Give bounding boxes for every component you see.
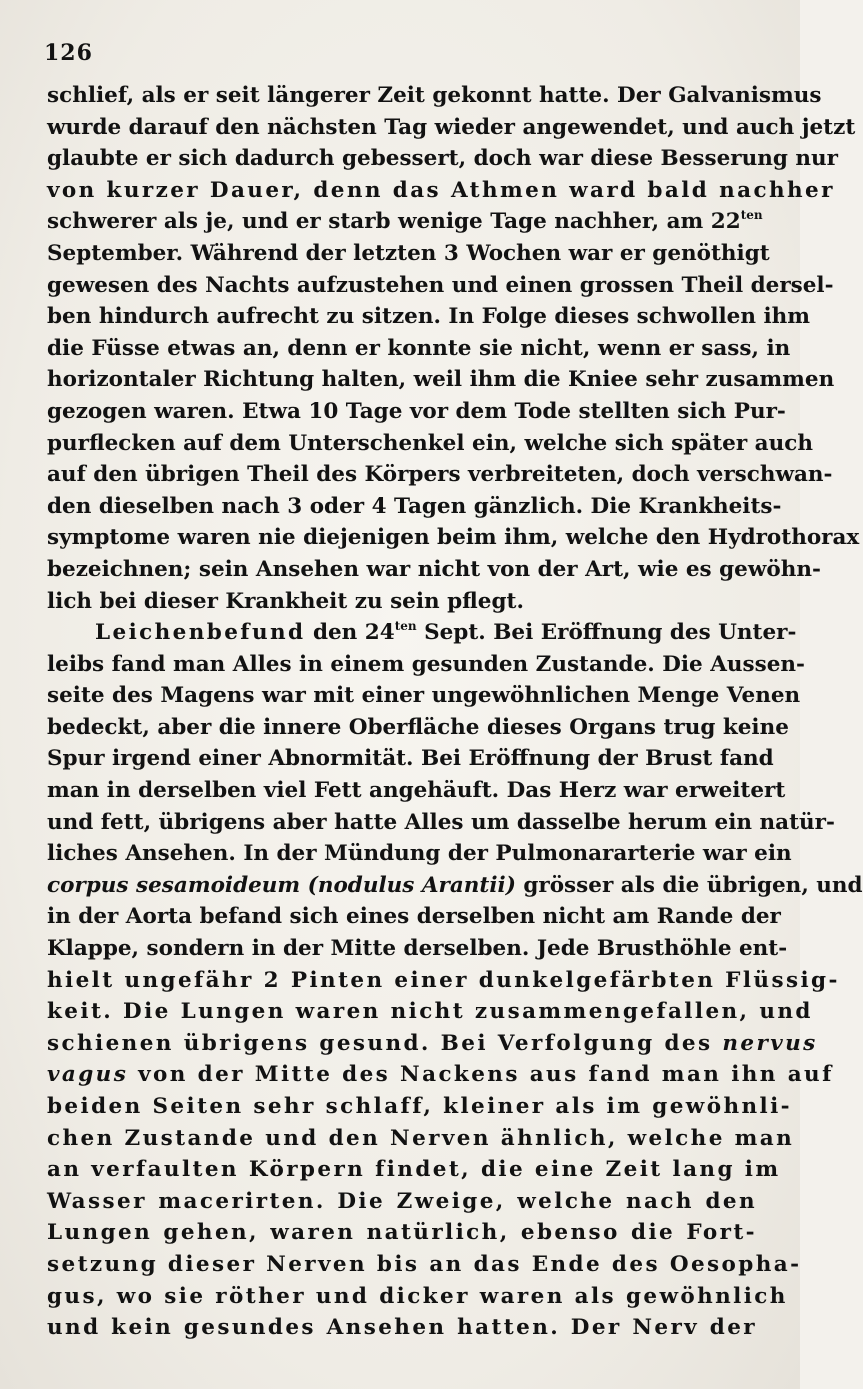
text-fragment: schwerer als je, und er starb wenige Tage nachher, am 22 <box>47 209 741 235</box>
text-line: gewesen des Nachts aufzustehen und einen grossen Theil dersel- <box>47 272 834 298</box>
text-line: in der Aorta befand sich eines derselben nicht am Rande der <box>47 904 781 930</box>
text-line: liches Ansehen. In der Mündung der Pulmonararterie war ein <box>47 841 792 867</box>
text-line: und kein gesundes Ansehen hatten. Der Nerv der <box>47 1315 757 1341</box>
text-line: Spur irgend einer Abnormität. Bei Eröffnung der Brust fand <box>47 746 774 772</box>
body-text <box>47 80 863 1344</box>
text-line <box>47 1059 834 1091</box>
text-line: September. Während der letzten 3 Wochen war er genöthigt <box>47 240 770 266</box>
text-line: man in derselben viel Fett angehäuft. Das Herz war erweitert <box>47 778 786 804</box>
text-line: auf den übrigen Theil des Körpers verbreiteten, doch verschwan- <box>47 462 833 488</box>
text-line <box>47 870 863 902</box>
text-line: purflecken auf dem Unterschenkel ein, welche sich später auch <box>47 430 813 456</box>
text-line: wurde darauf den nächsten Tag wieder angewendet, und auch jetzt <box>47 114 856 140</box>
text-line: gus, wo sie röther und dicker waren als gewöhnlich <box>47 1283 788 1309</box>
text-line: den dieselben nach 3 oder 4 Tagen gänzlich. Die Krankheits- <box>47 493 782 519</box>
italic-term: corpus sesamoideum (nodulus Arantii) <box>47 872 516 898</box>
text-line: keit. Die Lungen waren nicht zusammengefallen, und <box>47 999 813 1025</box>
text-line: chen Zustande und den Nerven ähnlich, welche man <box>47 1125 795 1151</box>
text-line <box>47 617 797 649</box>
text-line <box>47 206 763 238</box>
text-line: Lungen gehen, waren natürlich, ebenso die Fort- <box>47 1220 757 1246</box>
text-line: an verfaulten Körpern findet, die eine Zeit lang im <box>47 1157 781 1183</box>
text-line: beiden Seiten sehr schlaff, kleiner als im gewöhnli- <box>47 1094 792 1119</box>
text-line: bedeckt, aber die innere Oberfläche dieses Organs trug keine <box>47 714 789 740</box>
text-line: symptome waren nie diejenigen beim ihm, welche den Hydrothorax <box>47 525 860 551</box>
text-fragment: den 24 <box>305 620 395 646</box>
text-line: gezogen waren. Etwa 10 Tage vor dem Tode stellten sich Pur- <box>47 398 786 424</box>
section-heading: Leichenbefund <box>95 620 306 646</box>
italic-term: nervus <box>722 1030 818 1056</box>
text-line: Klappe, sondern in der Mitte derselben. Jede Brusthöhle ent- <box>47 936 788 962</box>
superscript: ten <box>394 619 417 634</box>
superscript: ten <box>740 208 763 223</box>
text-fragment: Sept. Bei Eröffnung des Unter- <box>416 620 797 646</box>
text-line: glaubte er sich dadurch gebessert, doch war diese Besserung nur <box>47 146 838 172</box>
text-line: seite des Magens war mit einer ungewöhnlichen Menge Venen <box>47 683 801 709</box>
text-line: bezeichnen; sein Ansehen war nicht von der Art, wie es gewöhn- <box>47 556 821 582</box>
text-line: leibs fand man Alles in einem gesunden Zustande. Die Aussen- <box>47 651 805 677</box>
text-line: horizontaler Richtung halten, weil ihm die Kniee sehr zusammen <box>47 367 835 393</box>
text-line: schlief, als er seit längerer Zeit gekonnt hatte. Der Galvanismus <box>47 83 822 108</box>
text-line: ben hindurch aufrecht zu sitzen. In Folge dieses schwollen ihm <box>47 304 811 330</box>
text-line: Wasser macerirten. Die Zweige, welche nach den <box>47 1188 757 1214</box>
page-number: 126 <box>44 40 93 66</box>
text-fragment: von der Mitte des Nackens aus fand man ihn auf <box>128 1062 834 1088</box>
text-line: die Füsse etwas an, denn er konnte sie nicht, wenn er sass, in <box>47 335 791 361</box>
text-line <box>47 1028 818 1060</box>
text-line: setzung dieser Nerven bis an das Ende des Oesopha- <box>47 1251 802 1277</box>
text-fragment: grösser als die übrigen, und <box>515 872 863 898</box>
text-line: von kurzer Dauer, denn das Athmen ward bald nachher <box>47 177 835 203</box>
text-line: und fett, übrigens aber hatte Alles um dasselbe herum ein natür- <box>47 809 835 835</box>
text-fragment: schienen übrigens gesund. Bei Verfolgung des <box>47 1030 723 1056</box>
text-line: hielt ungefähr 2 Pinten einer dunkelgefärbten Flüssig- <box>47 967 840 993</box>
italic-term: vagus <box>47 1062 129 1088</box>
text-line: lich bei dieser Krankheit zu sein pflegt. <box>47 588 524 614</box>
